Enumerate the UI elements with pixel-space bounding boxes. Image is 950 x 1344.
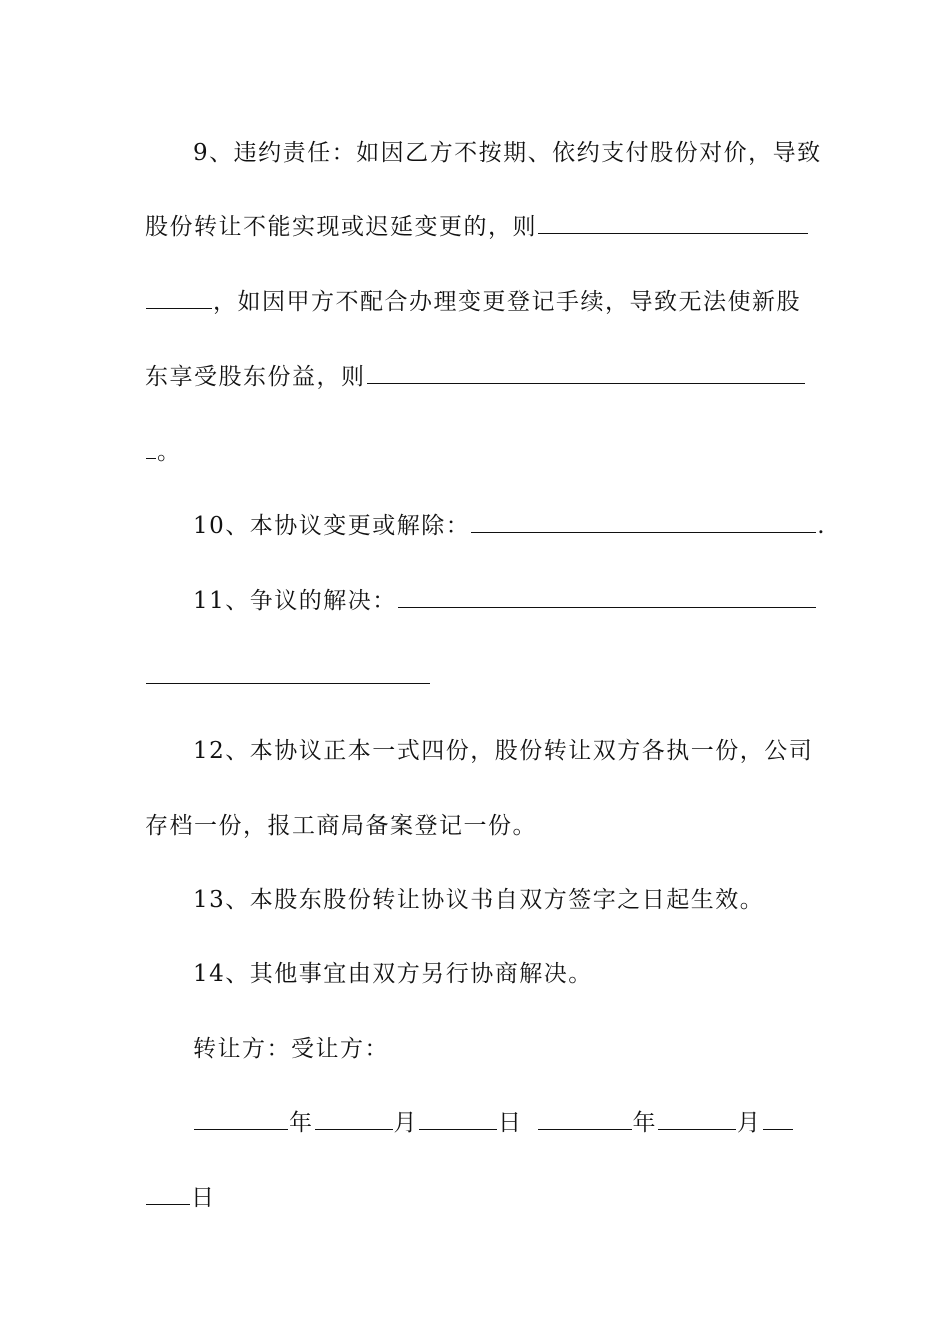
clause-10-text: 10、本协议变更或解除：: [193, 513, 471, 539]
fill-blank: [315, 1107, 393, 1130]
date-month: 月: [737, 1110, 762, 1136]
fill-blank: [471, 510, 816, 533]
fill-blank: [146, 661, 430, 684]
date-year: 年: [632, 1110, 657, 1136]
fill-blank: [367, 361, 805, 384]
signature-date-line: [193, 1106, 794, 1140]
signature-date-line-2: [145, 1181, 216, 1215]
date-day: 日: [498, 1110, 523, 1136]
clause-9-text: 东享受股东份益，则: [145, 364, 366, 390]
signature-parties: 转让方：受让方：: [193, 1036, 389, 1062]
clause-9-line-3: [145, 285, 801, 319]
fill-blank: [658, 1107, 736, 1130]
clause-11-line-2: [145, 660, 431, 694]
clause-9-line-5: [145, 435, 182, 469]
fill-blank: [538, 211, 808, 234]
fill-blank: [146, 436, 156, 459]
fill-blank: [763, 1107, 793, 1130]
clause-11-text: 11、争议的解决：: [193, 588, 397, 614]
fill-blank: [538, 1107, 632, 1130]
clause-9-text: ，如因甲方不配合办理变更登记手续，导致无法使新股: [213, 289, 801, 315]
clause-12-line-2: 存档一份，报工商局备案登记一份。: [145, 813, 537, 839]
fill-blank: [398, 585, 816, 608]
clause-9-line-2: [145, 210, 809, 244]
clause-10: [193, 509, 826, 543]
clause-11: [193, 584, 817, 618]
fill-blank: [194, 1107, 288, 1130]
clause-13: 13、本股东股份转让协议书自双方签字之日起生效。: [193, 887, 765, 913]
clause-9-line-4: [145, 360, 806, 394]
clause-14: 14、其他事宜由双方另行协商解决。: [193, 961, 593, 987]
fill-blank: [146, 286, 212, 309]
clause-9-line-1: 9、违约责任：如因乙方不按期、依约支付股份对价，导致: [193, 140, 822, 166]
clause-9-text: 股份转让不能实现或迟延变更的，则: [145, 214, 537, 240]
date-day: 日: [191, 1185, 216, 1211]
date-month: 月: [393, 1110, 418, 1136]
fill-blank: [146, 1182, 190, 1205]
fill-blank: [419, 1107, 497, 1130]
clause-9-text: 。: [157, 439, 182, 465]
date-year: 年: [289, 1110, 314, 1136]
clause-12-line-1: 12、本协议正本一式四份，股份转让双方各执一份，公司: [193, 738, 814, 764]
clause-10-end: .: [817, 513, 827, 539]
